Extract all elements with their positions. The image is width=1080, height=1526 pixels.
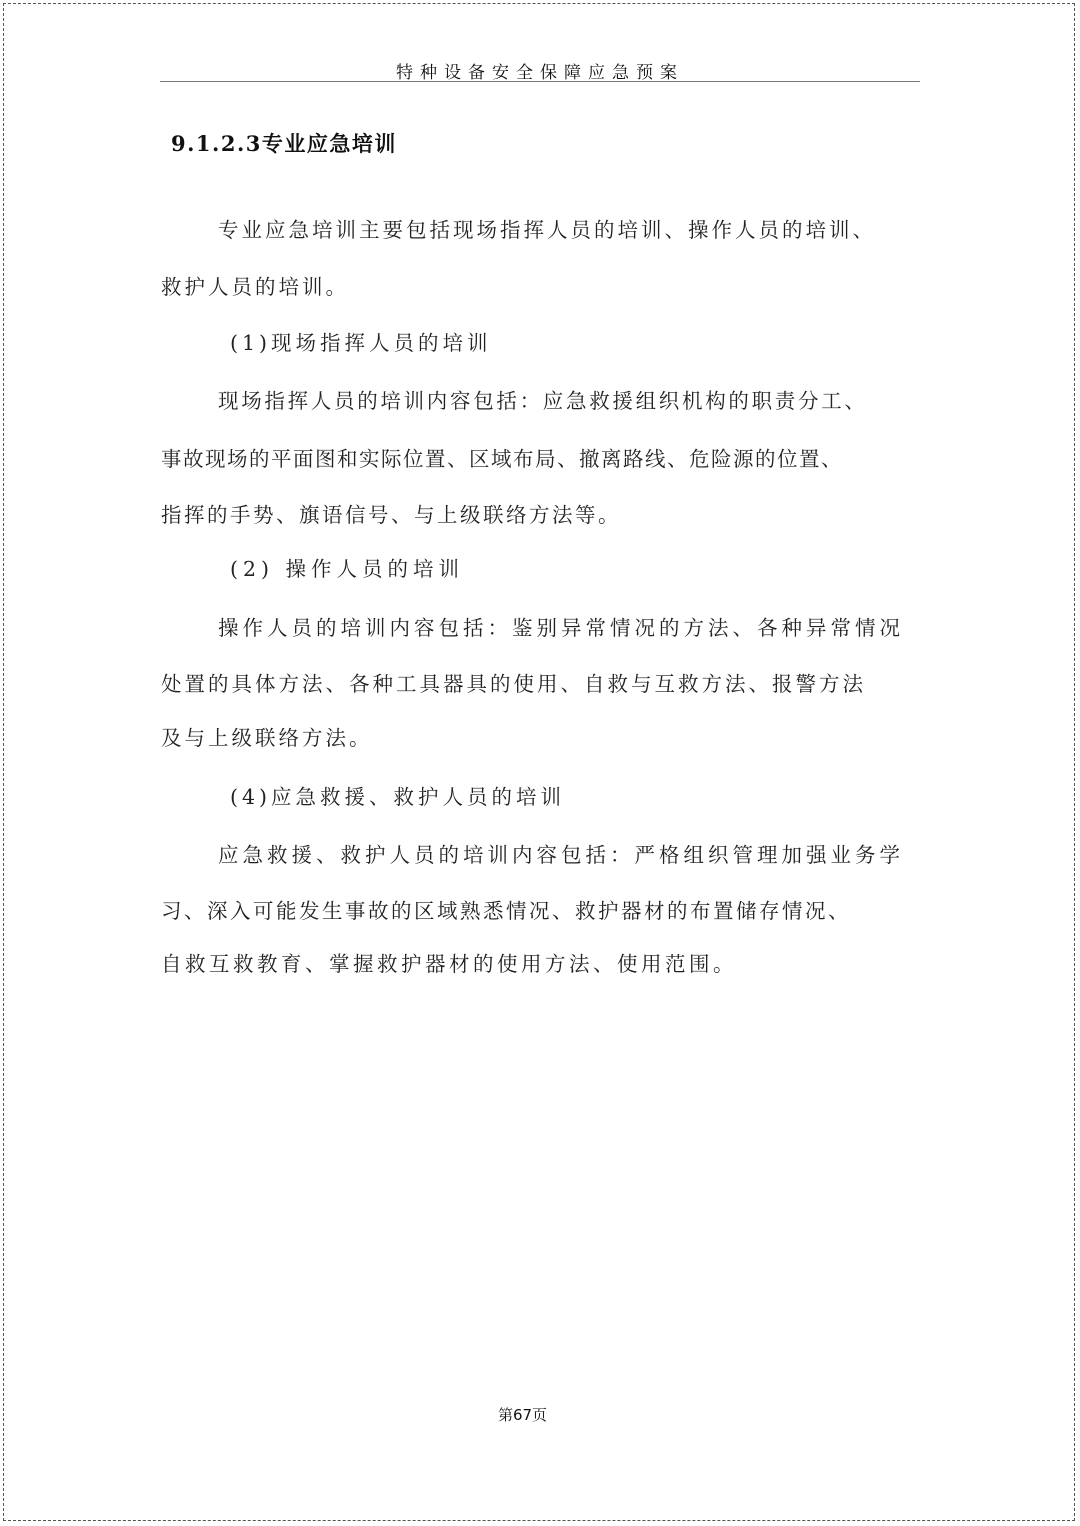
subsection-heading: (1)现场指挥人员的培训: [230, 331, 492, 355]
paragraph-line: 专业应急培训主要包括现场指挥人员的培训、操作人员的培训、: [218, 218, 876, 242]
header-rule: [160, 81, 920, 82]
subsection-heading: (2) 操作人员的培训: [230, 557, 465, 581]
paragraph-line: 习、深入可能发生事故的区域熟悉情况、救护器材的布置储存情况、: [161, 899, 851, 923]
subsection-heading: (4)应急救援、救护人员的培训: [230, 785, 566, 809]
paragraph-line: 事故现场的平面图和实际位置、区域布局、撤离路线、危险源的位置、: [161, 447, 843, 471]
paragraph-line: 现场指挥人员的培训内容包括：应急救援组织机构的职责分工、: [218, 389, 868, 413]
paragraph-line: 及与上级联络方法。: [161, 726, 373, 750]
paragraph-line: 处置的具体方法、各种工具器具的使用、自救与互救方法、报警方法: [161, 672, 866, 696]
paragraph-line: 救护人员的培训。: [161, 275, 349, 299]
running-header: 特种设备安全保障应急预案: [396, 63, 684, 83]
paragraph-line: 自救互救教育、掌握救护器材的使用方法、使用范围。: [161, 952, 737, 976]
paragraph-line: 操作人员的培训内容包括：鉴别异常情况的方法、各种异常情况: [218, 616, 904, 640]
section-heading: 9.1.2.3专业应急培训: [171, 131, 397, 156]
page-number: 第67页: [497, 1406, 548, 1424]
paragraph-line: 指挥的手势、旗语信号、与上级联络方法等。: [161, 503, 621, 527]
paragraph-line: 应急救援、救护人员的培训内容包括：严格组织管理加强业务学: [218, 843, 904, 867]
